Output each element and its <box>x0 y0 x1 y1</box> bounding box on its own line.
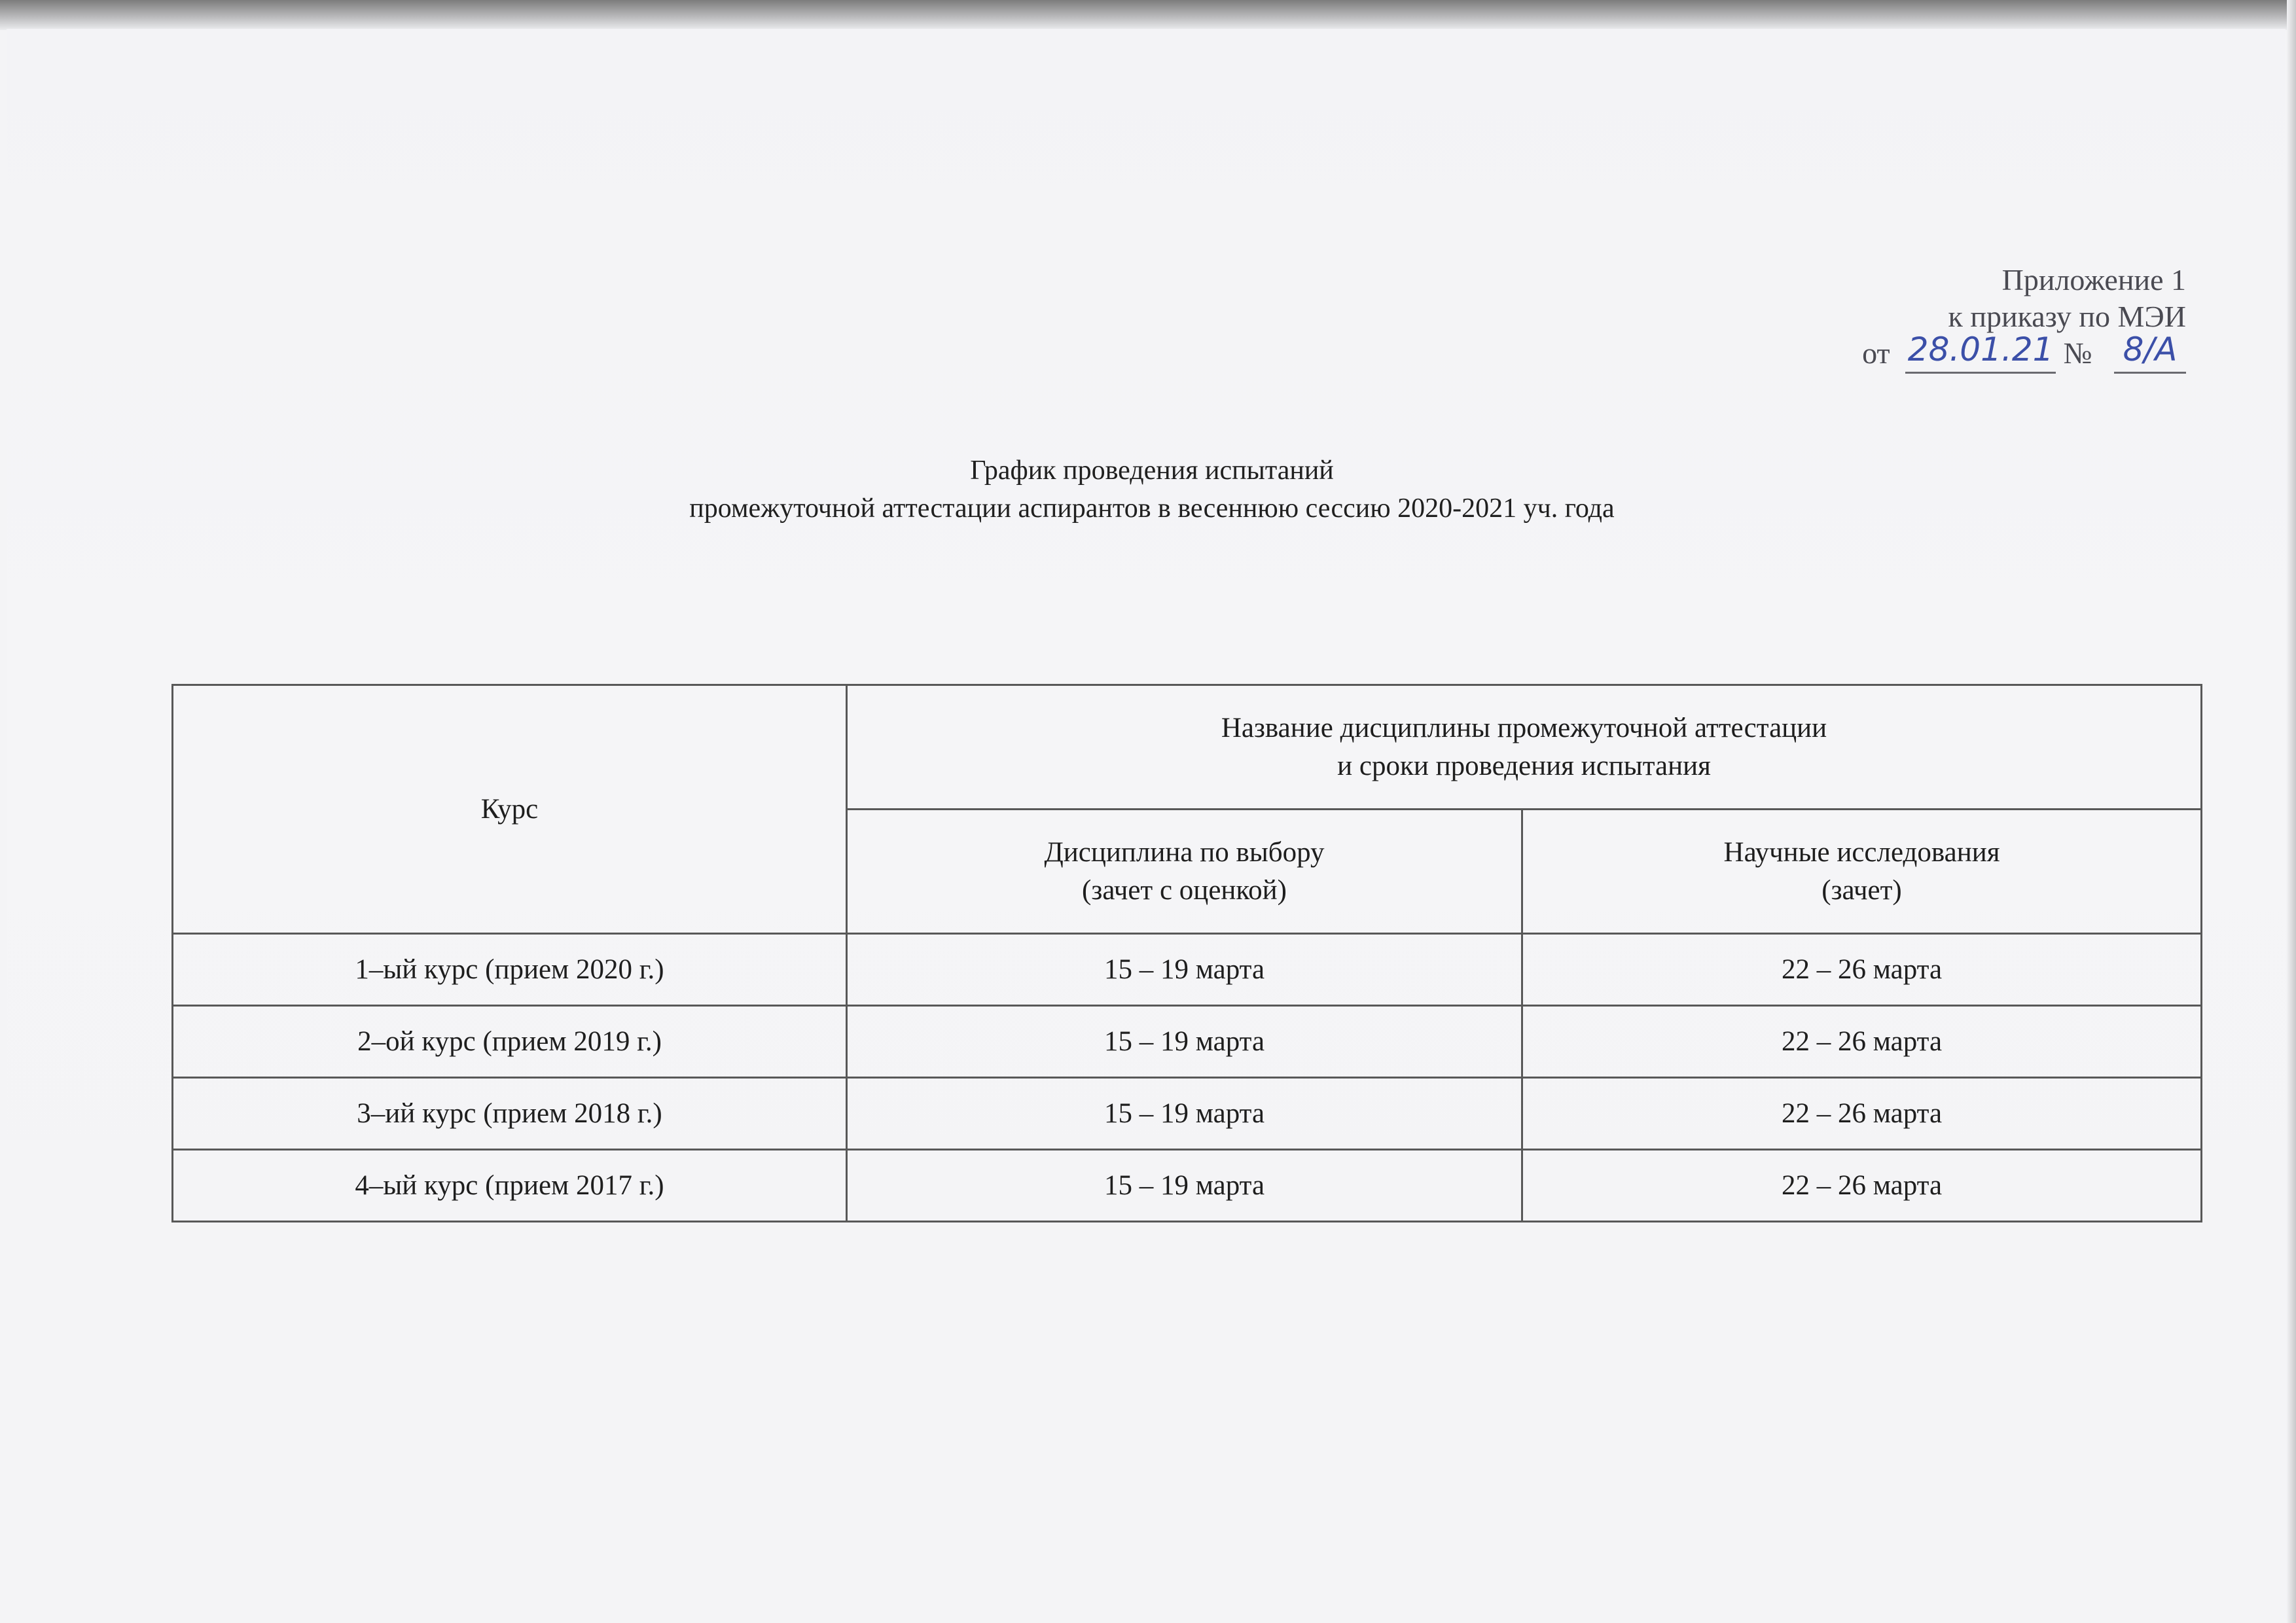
date-field <box>1905 330 2056 374</box>
from-label: от <box>1862 336 1890 370</box>
header-discipline-group <box>847 685 2202 810</box>
appendix-date-number-line <box>1767 330 2186 374</box>
header-elective-line-2: (зачет с оценкой) <box>1082 874 1287 906</box>
cell-research-dates: 22 – 26 марта <box>1522 1150 2202 1222</box>
header-research-line-2: (зачет) <box>1821 874 1902 906</box>
title-line-1: График проведения испытаний <box>970 455 1334 486</box>
cell-elective-dates: 15 – 19 марта <box>847 1078 1522 1150</box>
document-title <box>262 452 2042 527</box>
table-row <box>173 934 2202 1006</box>
table-row <box>173 1078 2202 1150</box>
cell-elective-dates: 15 – 19 марта <box>847 1150 1522 1222</box>
scan-edge-top <box>0 0 2296 30</box>
cell-research-dates: 22 – 26 марта <box>1522 1078 2202 1150</box>
header-course: Курс <box>173 685 847 934</box>
cell-course: 1–ый курс (прием 2020 г.) <box>173 934 847 1006</box>
header-group-line-2: и сроки проведения испытания <box>1337 750 1711 781</box>
cell-course: 2–ой курс (прием 2019 г.) <box>173 1006 847 1078</box>
handwritten-date: 28.01.21 <box>1907 330 2054 368</box>
table-row <box>173 1006 2202 1078</box>
table-row <box>173 1150 2202 1222</box>
header-elective <box>847 810 1522 934</box>
handwritten-number: 8/А <box>2123 330 2178 368</box>
appendix-order-ref: к приказу по МЭИ <box>1948 300 2186 333</box>
header-research-line-1: Научные исследования <box>1723 836 2000 868</box>
appendix-title: Приложение 1 <box>2001 263 2186 296</box>
cell-course: 3–ий курс (прием 2018 г.) <box>173 1078 847 1150</box>
number-field <box>2114 330 2186 374</box>
header-research <box>1522 810 2202 934</box>
cell-elective-dates: 15 – 19 марта <box>847 1006 1522 1078</box>
scan-edge-right <box>2287 0 2296 1623</box>
number-label: № <box>2063 336 2092 370</box>
header-elective-line-1: Дисциплина по выбору <box>1044 836 1325 868</box>
cell-elective-dates: 15 – 19 марта <box>847 934 1522 1006</box>
title-line-2: промежуточной аттестации аспирантов в весеннюю сессию 2020-2021 уч. года <box>689 493 1615 524</box>
cell-course: 4–ый курс (прием 2017 г.) <box>173 1150 847 1222</box>
schedule-table <box>171 684 2202 1222</box>
appendix-block <box>1767 262 2186 374</box>
cell-research-dates: 22 – 26 марта <box>1522 934 2202 1006</box>
table-header-row <box>173 685 2202 810</box>
header-group-line-1: Название дисциплины промежуточной аттестации <box>1221 712 1827 743</box>
cell-research-dates: 22 – 26 марта <box>1522 1006 2202 1078</box>
